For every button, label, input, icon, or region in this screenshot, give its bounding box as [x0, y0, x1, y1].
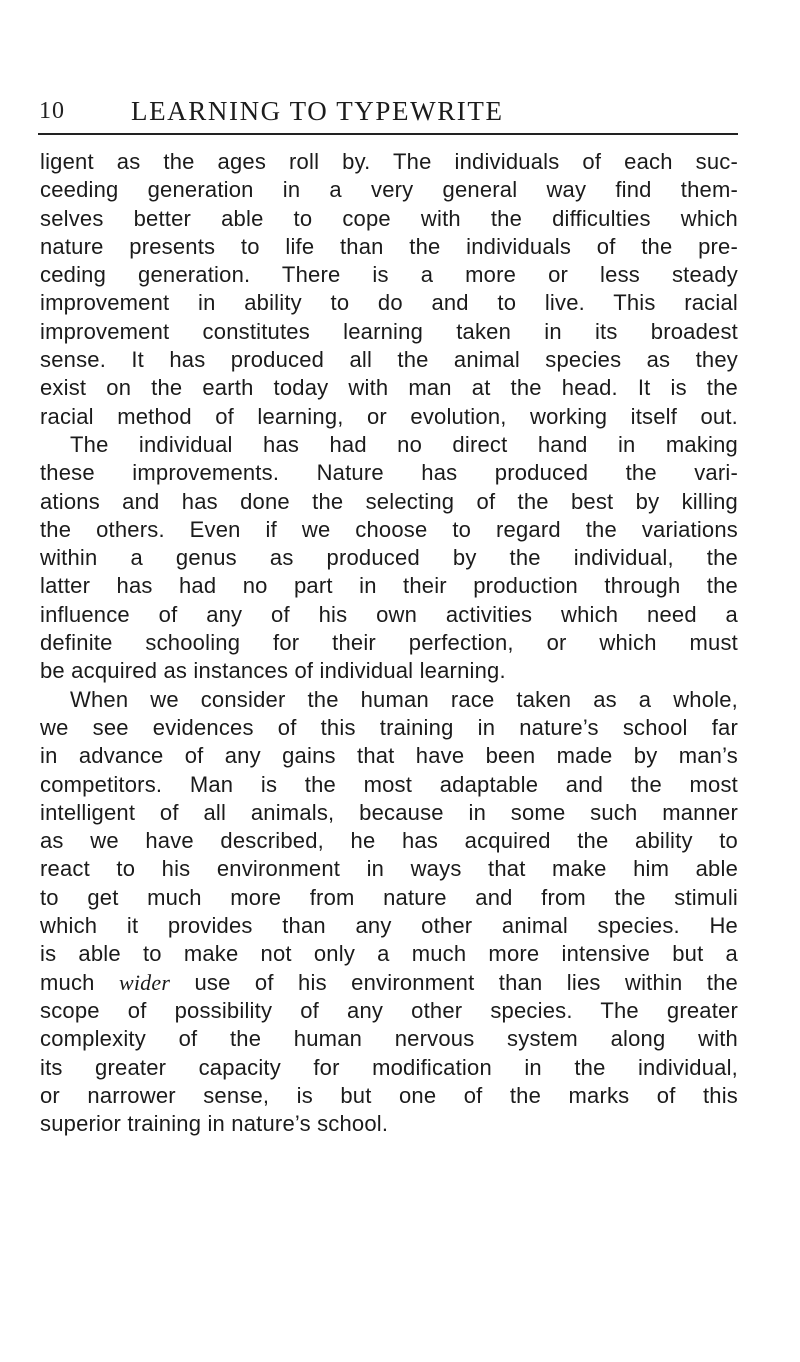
text-line: as we have described, he has acquired the ability to	[40, 828, 738, 854]
text-segment: use of his environment than lies within the	[170, 969, 738, 995]
text-line: scope of possibility of any other species. The greater	[40, 997, 738, 1023]
text-line: we see evidences of this training in nature’s school far	[40, 714, 738, 740]
text-line: react to his environment in ways that make him able	[40, 856, 738, 882]
text-line: ceeding generation in a very general way find them-	[40, 177, 738, 203]
italic-word: wider	[118, 969, 171, 995]
text-line: complexity of the human nervous system along with	[40, 1026, 738, 1052]
text-line: competitors. Man is the most adaptable and the most	[40, 771, 738, 797]
text-segment: much	[40, 969, 119, 995]
text-line: latter has had no part in their production through the	[40, 573, 738, 599]
page-number: 10	[39, 98, 65, 124]
text-line: influence of any of his own activities which need a	[40, 601, 738, 627]
text-line: its greater capacity for modification in the individual,	[40, 1054, 738, 1080]
text-line: selves better able to cope with the difficulties which	[40, 205, 738, 231]
text-line: the others. Even if we choose to regard the variations	[40, 516, 738, 542]
text-line-with-italic	[40, 969, 738, 997]
text-line: in advance of any gains that have been made by man’s	[40, 743, 738, 769]
body-text	[40, 148, 738, 1138]
text-line: intelligent of all animals, because in some such manner	[40, 799, 738, 825]
text-line: improvement in ability to do and to live. This racial	[40, 290, 738, 316]
text-line: these improvements. Nature has produced the vari-	[40, 460, 738, 486]
text-line: be acquired as instances of individual learning.	[40, 658, 506, 684]
text-line: superior training in nature’s school.	[40, 1111, 389, 1137]
text-line: improvement constitutes learning taken in its broadest	[40, 318, 738, 344]
text-line: The individual has had no direct hand in making	[70, 431, 738, 457]
text-line: to get much more from nature and from the stimuli	[40, 884, 738, 910]
text-line: or narrower sense, is but one of the marks of this	[40, 1082, 738, 1108]
running-title: LEARNING TO TYPEWRITE	[131, 96, 504, 126]
text-line: sense. It has produced all the animal species as they	[40, 347, 738, 373]
text-line: ligent as the ages roll by. The individuals of each suc-	[40, 149, 738, 174]
text-line: exist on the earth today with man at the head. It is the	[40, 375, 738, 401]
text-line: is able to make not only a much more intensive but a	[40, 941, 738, 967]
running-head	[39, 92, 737, 132]
text-line: within a genus as produced by the individual, the	[40, 545, 738, 571]
text-line: racial method of learning, or evolution, working itself out.	[40, 403, 738, 429]
text-line: which it provides than any other animal species. He	[40, 913, 738, 939]
text-line: ations and has done the selecting of the best by killing	[40, 488, 738, 514]
text-line: ceding generation. There is a more or less steady	[40, 262, 738, 288]
text-line: definite schooling for their perfection, or which must	[40, 630, 738, 656]
text-line: nature presents to life than the individuals of the pre-	[40, 233, 738, 259]
text-line: When we consider the human race taken as a whole,	[70, 686, 738, 712]
header-rule	[38, 133, 738, 135]
